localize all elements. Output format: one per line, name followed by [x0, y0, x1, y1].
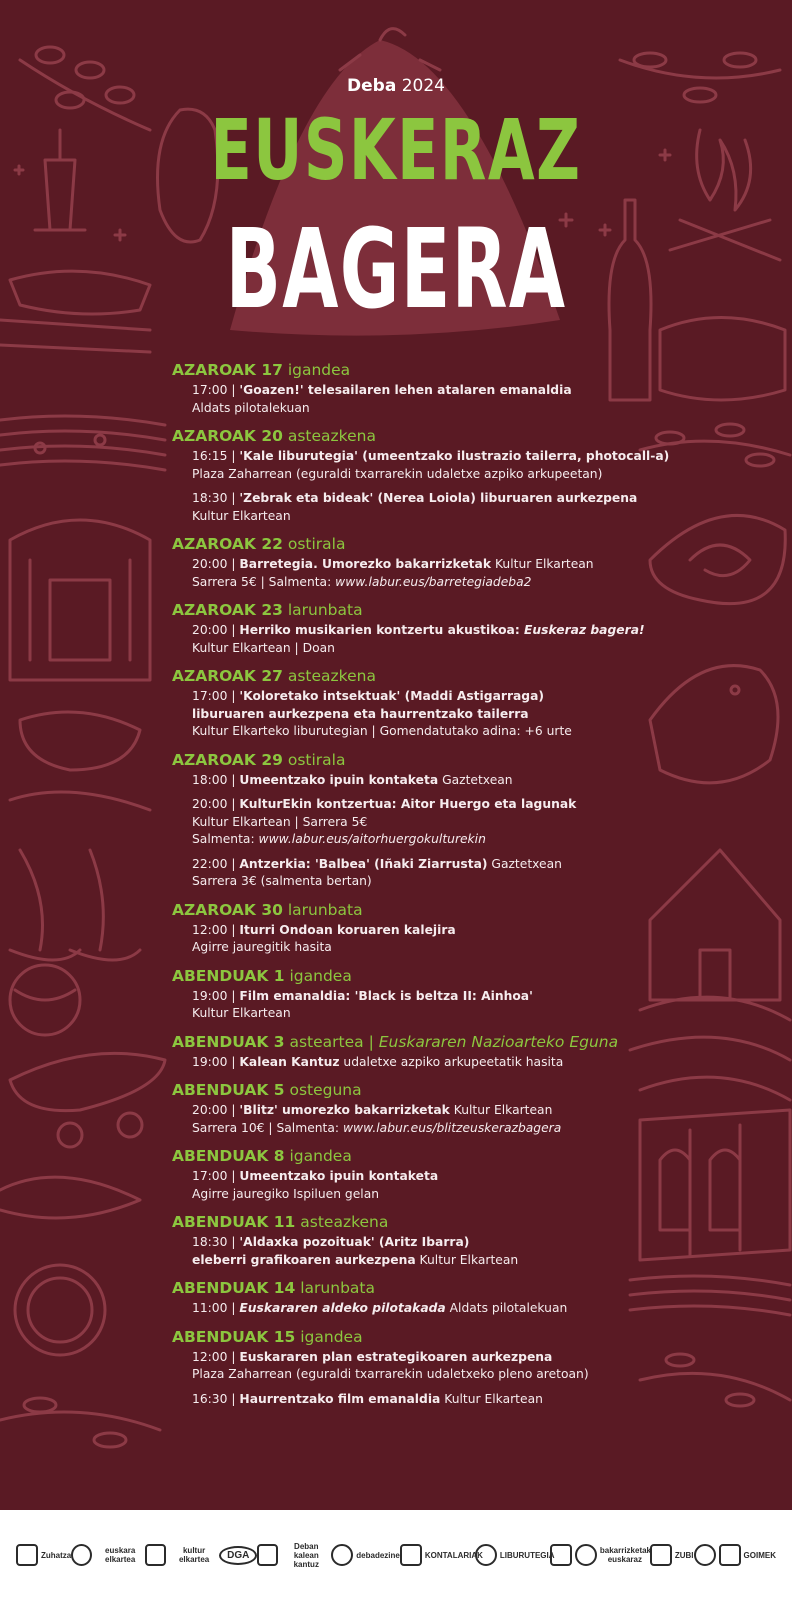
liburutegia-logo: [475, 1544, 555, 1566]
header-year: 2024: [401, 76, 445, 96]
event-text: www.labur.eus/blitzeuskerazbagera: [342, 1120, 562, 1135]
event-line: [192, 466, 632, 484]
debadezine-logo: [331, 1544, 400, 1566]
event-text: Gaztetxean: [487, 856, 562, 871]
event-text: 11:00 |: [192, 1301, 240, 1315]
logo-text: GOIMEK: [743, 1550, 776, 1560]
event-line: [192, 508, 632, 526]
day-date: ABENDUAK 8: [172, 1147, 285, 1165]
event-line: [192, 622, 645, 640]
title-line-1: EUSKERAZ: [210, 101, 582, 199]
event-item: [192, 622, 645, 657]
day-block: [172, 360, 632, 417]
event-text: Euskararen aldeko pilotakada: [239, 1301, 446, 1315]
event-text: Euskararen plan estrategikoaren aurkezpena: [239, 1349, 553, 1364]
event-text: Umeentzako ipuin kontaketa: [239, 772, 439, 787]
event-line: [192, 1252, 632, 1270]
event-text: Sarrera 3€ (salmenta bertan): [192, 874, 372, 888]
day-date: AZAROAK 27: [172, 667, 283, 685]
header-place: Deba: [347, 76, 397, 96]
logo-mark-icon: [694, 1544, 716, 1566]
event-item: [192, 1300, 632, 1318]
event-text: 20:00 |: [192, 557, 240, 571]
event-text: Kultur Elkartean: [440, 1391, 543, 1406]
event-line: [192, 1168, 632, 1186]
event-line: [192, 814, 632, 832]
event-line: [192, 640, 632, 658]
day-heading: [172, 426, 632, 446]
bakarrizketak-logo: [575, 1544, 650, 1566]
event-item: [192, 490, 638, 525]
day-date: AZAROAK 22: [172, 535, 283, 553]
event-line: [192, 1054, 632, 1072]
event-text: 18:30 |: [192, 1235, 240, 1249]
event-text: liburuaren aurkezpena eta haurrentzako tailerra: [192, 706, 529, 721]
logo-mark-icon: [71, 1544, 92, 1566]
event-text: Salmenta:: [192, 832, 259, 846]
logo-text: kultur elkartea: [178, 1546, 210, 1564]
event-text: 20:00 |: [192, 1103, 240, 1117]
event-text: udaletxe azpiko arkupeetatik hasita: [339, 1054, 564, 1069]
day-weekday: larunbata: [295, 1279, 375, 1297]
event-item: [192, 1102, 632, 1137]
day-block: [172, 1278, 632, 1318]
event-line: [192, 939, 632, 957]
day-weekday: igandea: [284, 1147, 352, 1165]
event-text: 18:00 |: [192, 772, 240, 787]
day-heading: [172, 666, 632, 686]
event-line: [192, 1234, 632, 1252]
zuhatza-logo: [16, 1544, 71, 1566]
event-text: 'Zebrak eta bideak' (Nerea Loiola) liburuaren aurkezpena: [239, 491, 638, 505]
logo-text: ZUBI: [674, 1550, 694, 1560]
event-line: [192, 1005, 632, 1023]
bertso-logo: [550, 1544, 575, 1566]
day-heading: [172, 966, 632, 986]
logo-text: debadezine: [356, 1550, 400, 1560]
day-weekday: igandea: [282, 361, 351, 379]
day-heading: [172, 1212, 632, 1232]
event-text: 19:00 |: [192, 1054, 240, 1069]
day-heading: [172, 1278, 632, 1298]
event-line: [192, 556, 632, 574]
event-text: 'Blitz' umorezko bakarrizketak: [239, 1103, 450, 1117]
day-block: [172, 1080, 632, 1137]
logo-mark-icon: [145, 1544, 166, 1566]
day-date: AZAROAK 30: [172, 900, 283, 919]
event-text: Film emanaldia: 'Black is beltza II: Ainhoa': [239, 988, 533, 1003]
day-block: [172, 534, 632, 591]
event-text: Umeentzako ipuin kontaketa: [239, 1169, 439, 1183]
event-item: [192, 856, 632, 891]
event-text: Gaztetxean: [438, 772, 513, 787]
event-item: [192, 448, 670, 483]
event-item: [192, 1054, 632, 1072]
day-heading: [172, 1327, 632, 1347]
event-item: [192, 688, 632, 741]
day-heading: [172, 534, 632, 554]
logo-mark-icon: [550, 1544, 572, 1566]
day-date: ABENDUAK 5: [172, 1081, 285, 1099]
event-text: 20:00 |: [192, 623, 240, 637]
day-date: ABENDUAK 14: [172, 1279, 296, 1297]
day-date: ABENDUAK 11: [172, 1213, 296, 1231]
day-date: ABENDUAK 15: [172, 1327, 296, 1346]
event-line: [192, 382, 632, 400]
event-text: 19:00 |: [192, 988, 240, 1003]
logo-text: Zuhatza: [41, 1550, 72, 1560]
event-line: [192, 1102, 632, 1120]
event-line: [192, 448, 670, 466]
dga-logo: [219, 1546, 257, 1565]
event-text: 'Goazen!' telesailaren lehen atalaren emanaldia: [239, 383, 572, 397]
goimek-logo: [719, 1544, 776, 1566]
day-block: [172, 750, 632, 891]
event-text: KulturEkin kontzertua: Aitor Huergo eta lagunak: [239, 797, 577, 811]
day-block: [172, 1327, 632, 1409]
event-text: Antzerkia: 'Balbea' (Iñaki Ziarrusta): [239, 856, 488, 871]
day-date: ABENDUAK 3: [172, 1032, 285, 1051]
zubi-logo: [650, 1544, 694, 1566]
logo-mark-icon: [575, 1544, 597, 1566]
day-weekday: asteartea: [284, 1032, 364, 1051]
logo-mark-icon: [719, 1544, 741, 1566]
logo-mark-icon: [400, 1544, 422, 1566]
day-heading: [172, 1080, 632, 1100]
event-text: Kultur Elkartean: [415, 1252, 519, 1267]
day-heading: [172, 360, 632, 380]
event-text: Kultur Elkartean: [449, 1103, 553, 1117]
event-item: [192, 772, 632, 790]
day-date: AZAROAK 20: [172, 427, 283, 445]
event-line: [192, 772, 632, 790]
euskara-elkartea-logo: [71, 1544, 145, 1566]
event-line: [192, 1120, 632, 1138]
day-weekday: asteazkena: [282, 667, 376, 685]
event-line: [192, 922, 632, 940]
event-text: 17:00 |: [192, 689, 240, 703]
day-date: AZAROAK 17: [172, 361, 283, 379]
event-text: Kultur Elkartean: [491, 557, 594, 571]
day-block: [172, 966, 632, 1023]
program-schedule: [172, 360, 670, 1417]
event-text: 12:00 |: [192, 1349, 240, 1364]
event-text: Kultur Elkarteko liburutegian | Gomendatutako adina: +6 urte: [192, 724, 572, 738]
event-text: 12:00 |: [192, 922, 240, 937]
logo-text: euskara elkartea: [105, 1546, 136, 1564]
event-item: [192, 1349, 632, 1384]
event-item: [192, 922, 632, 957]
event-line: [192, 1366, 632, 1384]
event-line: [192, 1186, 632, 1204]
event-text: Aldats pilotalekuan: [445, 1301, 568, 1315]
event-text: 'Kale liburutegia' (umeentzako ilustrazio tailerra, photocall-a): [239, 449, 670, 463]
sponsor-logos-footer: [0, 1510, 792, 1600]
day-weekday: igandea: [295, 1327, 363, 1346]
event-line: [192, 831, 632, 849]
event-item: [192, 556, 632, 591]
day-weekday: osteguna: [284, 1081, 362, 1099]
event-item: [192, 988, 632, 1023]
day-weekday: igandea: [284, 966, 352, 985]
logo-mark-icon: [257, 1544, 278, 1566]
day-weekday: larunbata: [282, 900, 363, 919]
day-block: [172, 1146, 632, 1203]
day-block: [172, 900, 632, 957]
udala-logo: [694, 1544, 719, 1566]
event-text: Euskeraz bagera!: [524, 623, 645, 637]
day-weekday: ostirala: [282, 750, 346, 769]
title-line-2: BAGERA: [225, 205, 567, 333]
event-text: Herriko musikarien kontzertu akustikoa:: [239, 623, 525, 637]
event-line: [192, 796, 632, 814]
event-text: 16:15 |: [192, 449, 240, 463]
event-text: Plaza Zaharrean (eguraldi txarrarekin udaletxe azpiko arkupeetan): [192, 466, 603, 481]
event-line: [192, 1300, 632, 1318]
deban-kalean-kantuz-logo: [257, 1542, 331, 1569]
event-line: [192, 988, 632, 1006]
event-line: [192, 1349, 632, 1367]
event-item: [192, 796, 632, 849]
logo-text: Deban kalean kantuz: [293, 1541, 319, 1569]
event-text: Kalean Kantuz: [239, 1054, 340, 1069]
day-block: [172, 1212, 632, 1269]
event-text: Iturri Ondoan koruaren kalejira: [239, 922, 456, 937]
logo-mark-icon: [16, 1544, 38, 1566]
logo-mark-icon: [475, 1544, 497, 1566]
event-line: [192, 856, 632, 874]
event-text: Kultur Elkartean: [192, 508, 291, 523]
event-text: 20:00 |: [192, 797, 240, 811]
event-text: 18:30 |: [192, 491, 240, 505]
event-item: [192, 1234, 632, 1269]
day-weekday: asteazkena: [282, 427, 376, 445]
event-text: Aldats pilotalekuan: [192, 400, 310, 415]
kontalariak-logo: [400, 1544, 483, 1566]
event-item: [192, 1168, 632, 1203]
day-date: AZAROAK 23: [172, 601, 283, 619]
event-line: [192, 574, 632, 592]
day-heading: [172, 750, 632, 770]
event-text: 17:00 |: [192, 383, 240, 397]
day-heading: [172, 600, 632, 620]
event-text: Sarrera 10€ | Salmenta:: [192, 1120, 343, 1135]
day-heading: [172, 900, 632, 920]
event-text: 22:00 |: [192, 856, 240, 871]
header-place-year: [0, 76, 792, 96]
event-text: Agirre jauregitik hasita: [192, 940, 332, 954]
event-line: [192, 400, 632, 418]
logo-mark-icon: [650, 1544, 672, 1566]
event-line: [192, 688, 632, 706]
event-item: [192, 1391, 632, 1409]
event-text: Kultur Elkartean | Sarrera 5€: [192, 814, 368, 829]
day-date: AZAROAK 29: [172, 750, 283, 769]
day-heading: [172, 1032, 632, 1052]
day-block: [172, 600, 645, 657]
day-weekday: asteazkena: [295, 1213, 389, 1231]
dga-logo-text: DGA: [219, 1546, 257, 1565]
event-text: Agirre jauregiko Ispiluen gelan: [192, 1186, 380, 1201]
event-text: Plaza Zaharrean (eguraldi txarrarekin udaletxeko pleno aretoan): [192, 1367, 589, 1381]
event-text: 'Aldaxka pozoituak' (Aritz Ibarra): [239, 1235, 470, 1249]
logo-mark-icon: [331, 1544, 353, 1566]
event-text: 17:00 |: [192, 1169, 240, 1183]
event-text: Haurrentzako film emanaldia: [239, 1391, 441, 1406]
event-text: Kultur Elkartean: [192, 1006, 291, 1020]
day-block: [172, 666, 632, 741]
event-text: eleberri grafikoaren aurkezpena: [192, 1252, 416, 1267]
event-text: Sarrera 5€ | Salmenta:: [192, 574, 336, 589]
logo-text: KONTALARIAK: [424, 1550, 483, 1560]
day-weekday: larunbata: [282, 601, 363, 619]
event-item: [192, 382, 632, 417]
day-heading: [172, 1146, 632, 1166]
event-text: Barretegia. Umorezko bakarrizketak: [239, 557, 492, 571]
day-date: ABENDUAK 1: [172, 966, 285, 985]
event-text: 16:30 |: [192, 1391, 240, 1406]
event-line: [192, 706, 632, 724]
event-line: [192, 490, 638, 508]
event-text: Kultur Elkartean | Doan: [192, 640, 335, 655]
event-text: www.labur.eus/aitorhuergokulturekin: [258, 832, 486, 846]
event-text: 'Koloretako intsektuak' (Maddi Astigarraga): [239, 689, 545, 703]
event-line: [192, 873, 632, 891]
day-block: [172, 1032, 632, 1072]
separator: |: [363, 1032, 379, 1051]
event-line: [192, 1391, 632, 1409]
event-text: www.labur.eus/barretegiadeba2: [335, 574, 532, 589]
day-block: [172, 426, 670, 525]
logo-text: LIBURUTEGIA: [499, 1550, 555, 1560]
day-weekday: ostirala: [282, 535, 346, 553]
event-line: [192, 723, 632, 741]
logo-text: bakarrizketak euskaraz: [599, 1546, 652, 1564]
day-note: Euskararen Nazioarteko Eguna: [378, 1032, 619, 1051]
kultur-elkartea-logo: [145, 1544, 219, 1566]
